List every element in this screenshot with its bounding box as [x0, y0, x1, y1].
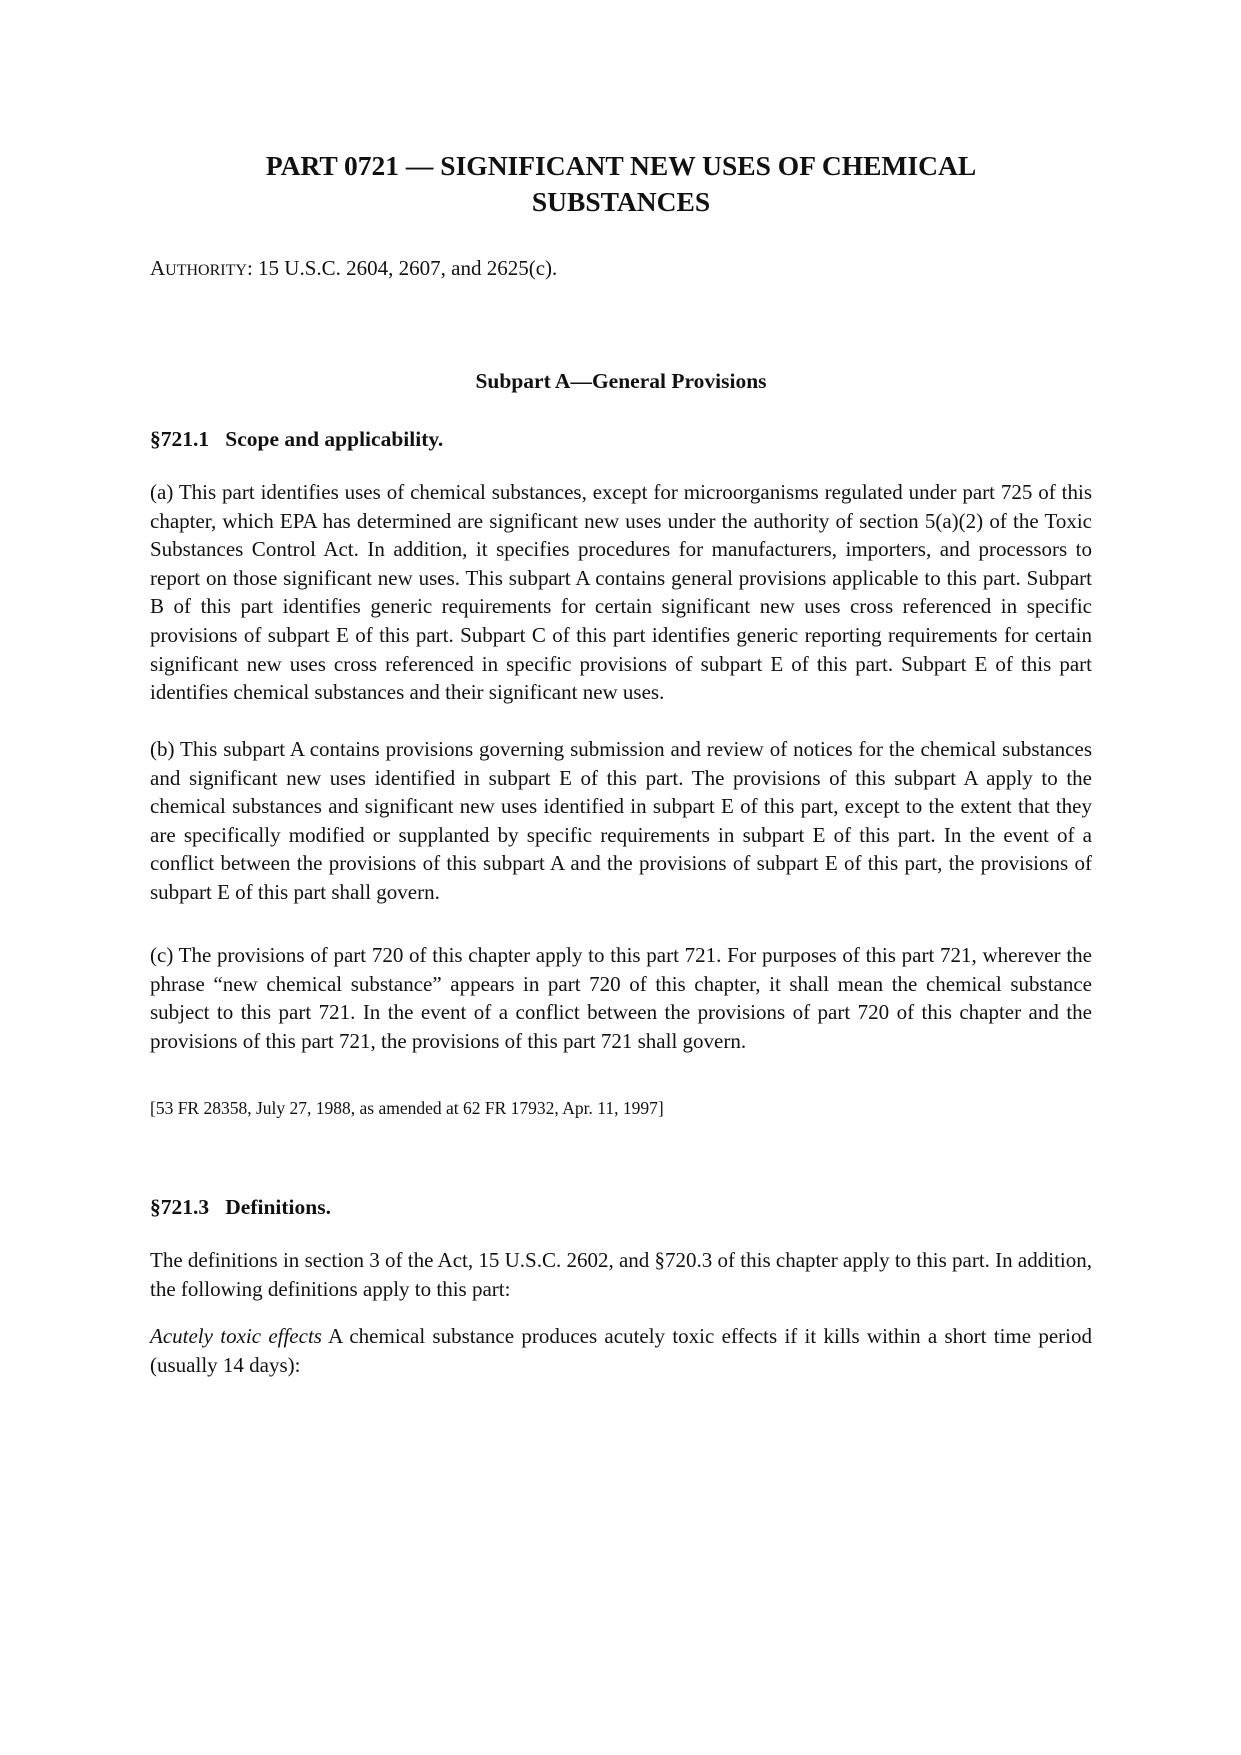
paragraph-721-3-intro: The definitions in section 3 of the Act, 15 U.S.C. 2602, and §720.3 of this chapter apply to this part. In addition, the following definitions apply to this part:	[150, 1248, 1092, 1301]
definition-text: A chemical substance produces acutely toxic effects if it kills within a short time period (usually 14 days):	[150, 1324, 1092, 1377]
paragraph-721-1-a: (a) This part identifies uses of chemical substances, except for microorganisms regulated under part 725 of this chapter, which EPA has determined are significant new uses under the authority of section 5(a)(2) of the Toxic Substances Control Act. In addition, it specifies procedures for manufacturers, importers, and processors to report on those significant new uses. This subpart A contains general provisions applicable to this part. Subpart B of this part identifies generic requirements for certain significant new uses cross referenced in specific provisions of subpart E of this part. Subpart C of this part identifies generic reporting requirements for certain significant new uses cross referenced in specific provisions of subpart E of this part. Subpart E of this part identifies chemical substances and their significant new uses.	[150, 480, 1092, 705]
authority-label-first: A	[150, 256, 166, 280]
paragraph-721-1-b: (b) This subpart A contains provisions governing submission and review of notices for the chemical substances and significant new uses identified in subpart E of this part. The provisions of this subpart A apply to the chemical substances and significant new uses identified in subpart E of this part, except to the extent that they are specifically modified or supplanted by specific requirements in subpart E of this part. In the event of a conflict between the provisions of this subpart A and the provisions of subpart E of this part, the provisions of subpart E of this part shall govern.	[150, 737, 1092, 904]
title-line-2: SUBSTANCES	[531, 186, 711, 217]
paragraph-721-1-c: (c) The provisions of part 720 of this chapter apply to this part 721. For purposes of this part 721, wherever the phrase “new chemical substance” appears in part 720 of this chapter, it shall mean the chemical substance subject to this part 721. In the event of a conflict between the provisions of part 720 of this chapter and the provisions of this part 721, the provisions of this part 721 shall govern.	[150, 943, 1092, 1053]
title-line-1: PART 0721 — SIGNIFICANT NEW USES OF CHEMICAL	[265, 150, 977, 181]
definition-acutely-toxic-effects	[150, 1322, 1092, 1379]
definition-term: Acutely toxic effects	[150, 1324, 322, 1348]
authority-text: 15 U.S.C. 2604, 2607, and 2625(c).	[252, 256, 558, 280]
subpart-a-heading: Subpart A—General Provisions	[475, 369, 767, 393]
authority-label-rest: UTHORITY	[165, 262, 247, 279]
page-title	[150, 148, 1092, 220]
citation-721-1: [53 FR 28358, July 27, 1988, as amended at 62 FR 17932, Apr. 11, 1997]	[150, 1098, 664, 1118]
section-721-1-heading: §721.1 Scope and applicability.	[150, 427, 444, 451]
section-721-3-heading: §721.3 Definitions.	[150, 1195, 331, 1219]
authority-line	[150, 254, 557, 285]
authority-colon: :	[246, 256, 253, 280]
